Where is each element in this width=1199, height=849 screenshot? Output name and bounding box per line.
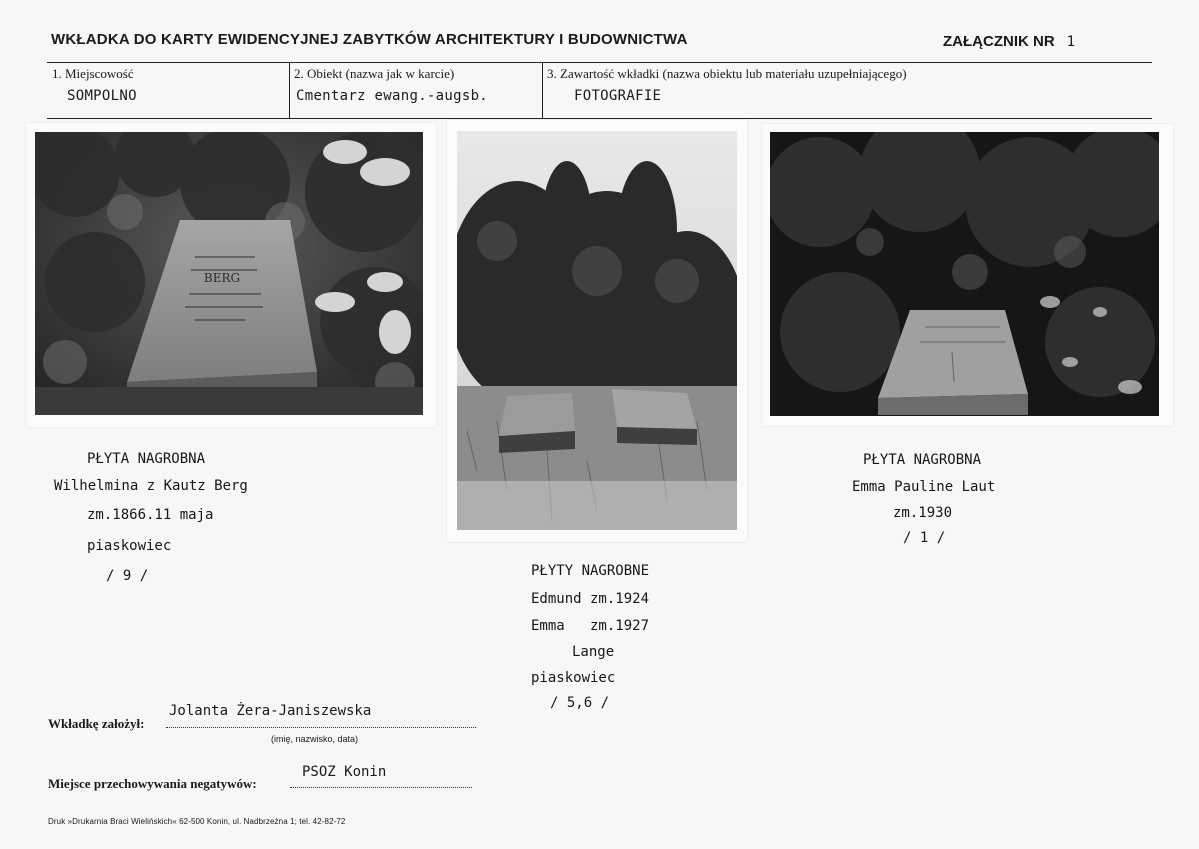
field-divider-2: [542, 62, 543, 119]
printer-imprint: Druk »Drukarnia Braci Wielińskich« 62-500 Konin, ul. Nadbrzeżna 1; tel. 42-82-72: [48, 817, 346, 826]
annex-label: [943, 33, 1075, 50]
object-value: Cmentarz ewang.-augsb.: [296, 88, 489, 104]
locality-label: 1. Miejscowość: [52, 66, 134, 81]
caption-3-line-4: / 1 /: [903, 530, 946, 546]
contents-label: 3. Zawartość wkładki (nazwa obiektu lub materiału uzupełniającego): [547, 66, 907, 81]
photo-gravestones-lange: [457, 131, 737, 530]
caption-1-line-4: piaskowiec: [87, 538, 172, 554]
caption-3-line-1: PŁYTA NAGROBNA: [863, 452, 982, 468]
caption-1-line-2: Wilhelmina z Kautz Berg: [54, 478, 248, 494]
caption-2-line-2: Edmund zm.1924: [531, 591, 650, 607]
header-rule-top: [47, 62, 1152, 63]
locality-value: SOMPOLNO: [67, 88, 137, 104]
stone-inscription: BERG: [203, 271, 241, 285]
annex-number: 1: [1066, 34, 1076, 50]
form-title: WKŁADKA DO KARTY EWIDENCYJNEJ ZABYTKÓW ARCHITEKTURY I BUDOWNICTWA: [51, 31, 688, 48]
caption-2-line-4: Lange: [572, 644, 615, 660]
author-hint: (imię, nazwisko, data): [271, 734, 359, 744]
caption-3-line-2: Emma Pauline Laut: [852, 479, 996, 495]
contents-value: FOTOGRAFIE: [574, 88, 662, 104]
header-rule-bottom: [47, 118, 1152, 119]
photo-gravestone-berg: [35, 132, 423, 415]
caption-2-line-5: piaskowiec: [531, 670, 616, 686]
caption-3-line-3: zm.1930: [893, 505, 953, 521]
storage-value: PSOZ Konin: [302, 764, 387, 780]
storage-label: Miejsce przechowywania negatywów:: [48, 776, 257, 791]
author-value: Jolanta Żera-Janiszewska: [169, 703, 372, 719]
caption-1-line-5: / 9 /: [106, 568, 149, 584]
caption-2-line-3: Emma zm.1927: [531, 618, 650, 634]
author-dotted-line: [166, 727, 476, 728]
storage-dotted-line: [290, 787, 472, 788]
caption-2-line-6: / 5,6 /: [550, 695, 610, 711]
photo-gravestone-laut: [770, 132, 1159, 416]
caption-2-line-1: PŁYTY NAGROBNE: [531, 563, 650, 579]
object-label: 2. Obiekt (nazwa jak w karcie): [294, 66, 455, 81]
caption-1-line-3: zm.1866.11 maja: [87, 507, 214, 523]
field-divider-1: [289, 62, 290, 119]
author-label: Wkładkę założył:: [48, 716, 145, 731]
caption-1-line-1: PŁYTA NAGROBNA: [87, 451, 206, 467]
annex-label-text: ZAŁĄCZNIK NR: [943, 33, 1055, 50]
